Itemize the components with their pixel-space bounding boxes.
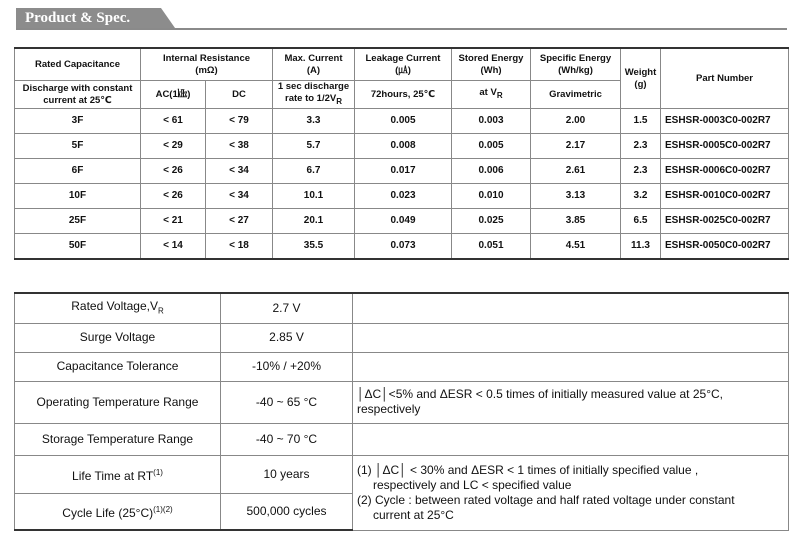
note-1-line-1: (1) │ΔC│ < 30% and ΔESR < 1 times of initially specified value , — [357, 462, 699, 477]
note-1-line-2: respectively and LC < specified value — [373, 477, 572, 492]
section-title-bar — [16, 8, 787, 30]
cell-part: ESHSR-0005C0-002R7 — [661, 134, 789, 159]
header-rated-capacitance: Rated Capacitance — [15, 48, 141, 81]
cell-weight: 3.2 — [621, 184, 661, 209]
cell-cap: 5F — [15, 134, 141, 159]
header-specific-energy — [531, 48, 621, 81]
cell-ac: < 26 — [141, 184, 206, 209]
cell-cap: 50F — [15, 234, 141, 260]
header-internal-resistance-unit: (mΩ) — [195, 64, 218, 76]
header-internal-resistance-label: Internal Resistance — [162, 52, 251, 64]
cell-leakage: 0.008 — [355, 134, 452, 159]
cell-specific: 4.51 — [531, 234, 621, 260]
cell-weight: 2.3 — [621, 159, 661, 184]
subheader-max-current-condition — [273, 81, 355, 109]
table-row — [15, 109, 789, 134]
subheader-dc: DC — [206, 81, 273, 109]
rated-voltage-label-sub: R — [157, 305, 164, 315]
life-time-label — [15, 455, 221, 493]
cell-ac: < 26 — [141, 159, 206, 184]
storage-temperature-value: -40 ~ 70 °C — [221, 423, 353, 455]
cell-dc: < 34 — [206, 159, 273, 184]
cell-weight: 11.3 — [621, 234, 661, 260]
cell-specific: 2.00 — [531, 109, 621, 134]
cell-leakage: 0.005 — [355, 109, 452, 134]
cell-ac: < 29 — [141, 134, 206, 159]
life-time-row — [15, 455, 789, 493]
subheader-discharge: Discharge with constant current at 25℃ — [15, 81, 141, 109]
cell-part: ESHSR-0025C0-002R7 — [661, 209, 789, 234]
cell-ac: < 61 — [141, 109, 206, 134]
cell-weight: 6.5 — [621, 209, 661, 234]
life-cycle-notes — [353, 455, 789, 530]
rated-voltage-label-text: Rated Voltage,V — [71, 298, 158, 313]
subheader-max-current-sub: R — [336, 96, 342, 106]
header-stored-energy-label: Stored Energy — [458, 52, 524, 64]
capacitance-tolerance-note — [353, 352, 789, 381]
cell-cap: 25F — [15, 209, 141, 234]
note-2-line-2: current at 25°C — [373, 507, 454, 522]
operating-temperature-row — [15, 381, 789, 423]
subheader-stored-energy-sub: R — [496, 90, 503, 100]
subheader-specific-energy-condition: Gravimetric — [531, 81, 621, 109]
spec-table — [14, 47, 789, 260]
operating-temperature-note — [353, 381, 789, 423]
table-row — [15, 159, 789, 184]
life-time-value: 10 years — [221, 455, 353, 493]
header-leakage-current — [355, 48, 452, 81]
table-row — [15, 234, 789, 260]
cell-stored: 0.005 — [452, 134, 531, 159]
cell-leakage: 0.073 — [355, 234, 452, 260]
life-time-label-sup: (1) — [153, 467, 163, 477]
header-row — [15, 48, 789, 81]
header-max-current-label: Max. Current — [284, 52, 343, 64]
cell-max-current: 5.7 — [273, 134, 355, 159]
header-specific-energy-unit: (Wh/kg) — [558, 64, 593, 76]
cell-stored: 0.006 — [452, 159, 531, 184]
cell-stored: 0.003 — [452, 109, 531, 134]
header-weight — [621, 48, 661, 109]
rated-voltage-label — [15, 293, 221, 323]
header-weight-label: Weight — [624, 66, 657, 78]
subheader-stored-energy-condition — [452, 81, 531, 109]
note-2-line-1: (2) Cycle : between rated voltage and half rated voltage under constant — [357, 492, 735, 507]
cycle-life-label — [15, 493, 221, 530]
cell-max-current: 35.5 — [273, 234, 355, 260]
cell-dc: < 34 — [206, 184, 273, 209]
operating-temperature-note-line-1: │ΔC│<5% and ΔESR < 0.5 times of initially measured value at 25°C, — [357, 387, 723, 401]
table-row — [15, 134, 789, 159]
cell-leakage: 0.017 — [355, 159, 452, 184]
subheader-ac: AC(1㎑) — [141, 81, 206, 109]
subheader-stored-energy-text: at V — [479, 87, 497, 99]
life-time-label-text: Life Time at RT — [72, 468, 154, 483]
cell-ac: < 21 — [141, 209, 206, 234]
header-internal-resistance — [141, 48, 273, 81]
ratings-table — [14, 292, 789, 531]
cell-dc: < 27 — [206, 209, 273, 234]
cell-weight: 2.3 — [621, 134, 661, 159]
cell-max-current: 3.3 — [273, 109, 355, 134]
cell-specific: 3.85 — [531, 209, 621, 234]
cycle-life-label-text: Cycle Life (25°C) — [62, 505, 154, 520]
cell-max-current: 20.1 — [273, 209, 355, 234]
header-max-current-unit: (A) — [306, 64, 321, 76]
header-stored-energy-unit: (Wh) — [480, 64, 502, 76]
section-title: Product & Spec. — [16, 8, 161, 28]
storage-temperature-label: Storage Temperature Range — [15, 423, 221, 455]
cell-stored: 0.010 — [452, 184, 531, 209]
header-max-current — [273, 48, 355, 81]
subheader-max-current-text: 1 sec discharge rate to 1/2V — [277, 81, 350, 105]
table-row — [15, 184, 789, 209]
subheader-leakage-condition: 72hours, 25℃ — [355, 81, 452, 109]
cell-weight: 1.5 — [621, 109, 661, 134]
header-part-number: Part Number — [661, 48, 789, 109]
cell-dc: < 18 — [206, 234, 273, 260]
cell-specific: 2.17 — [531, 134, 621, 159]
rated-voltage-note — [353, 293, 789, 323]
rated-voltage-row — [15, 293, 789, 323]
cell-part: ESHSR-0010C0-002R7 — [661, 184, 789, 209]
cycle-life-value: 500,000 cycles — [221, 493, 353, 530]
cell-cap: 6F — [15, 159, 141, 184]
header-stored-energy — [452, 48, 531, 81]
header-leakage-current-unit: (㎂) — [395, 64, 411, 76]
operating-temperature-value: -40 ~ 65 °C — [221, 381, 353, 423]
cycle-life-label-sup: (1)(2) — [153, 504, 173, 514]
cell-dc: < 79 — [206, 109, 273, 134]
rated-voltage-value: 2.7 V — [221, 293, 353, 323]
cell-leakage: 0.049 — [355, 209, 452, 234]
cell-leakage: 0.023 — [355, 184, 452, 209]
cell-max-current: 6.7 — [273, 159, 355, 184]
surge-voltage-value: 2.85 V — [221, 323, 353, 352]
header-leakage-current-label: Leakage Current — [365, 52, 441, 64]
cell-cap: 3F — [15, 109, 141, 134]
storage-temperature-note — [353, 423, 789, 455]
operating-temperature-note-line-2: respectively — [357, 402, 421, 416]
storage-temperature-row — [15, 423, 789, 455]
cell-cap: 10F — [15, 184, 141, 209]
cell-specific: 2.61 — [531, 159, 621, 184]
table-row — [15, 209, 789, 234]
capacitance-tolerance-row — [15, 352, 789, 381]
spec-table-body — [15, 109, 789, 260]
cell-stored: 0.051 — [452, 234, 531, 260]
cell-part: ESHSR-0003C0-002R7 — [661, 109, 789, 134]
surge-voltage-row — [15, 323, 789, 352]
cell-part: ESHSR-0050C0-002R7 — [661, 234, 789, 260]
cell-max-current: 10.1 — [273, 184, 355, 209]
cell-ac: < 14 — [141, 234, 206, 260]
cell-specific: 3.13 — [531, 184, 621, 209]
capacitance-tolerance-label: Capacitance Tolerance — [15, 352, 221, 381]
surge-voltage-label: Surge Voltage — [15, 323, 221, 352]
cell-stored: 0.025 — [452, 209, 531, 234]
cell-dc: < 38 — [206, 134, 273, 159]
header-weight-unit: (g) — [634, 78, 647, 90]
header-specific-energy-label: Specific Energy — [539, 52, 612, 64]
operating-temperature-label: Operating Temperature Range — [15, 381, 221, 423]
surge-voltage-note — [353, 323, 789, 352]
capacitance-tolerance-value: -10% / +20% — [221, 352, 353, 381]
cell-part: ESHSR-0006C0-002R7 — [661, 159, 789, 184]
